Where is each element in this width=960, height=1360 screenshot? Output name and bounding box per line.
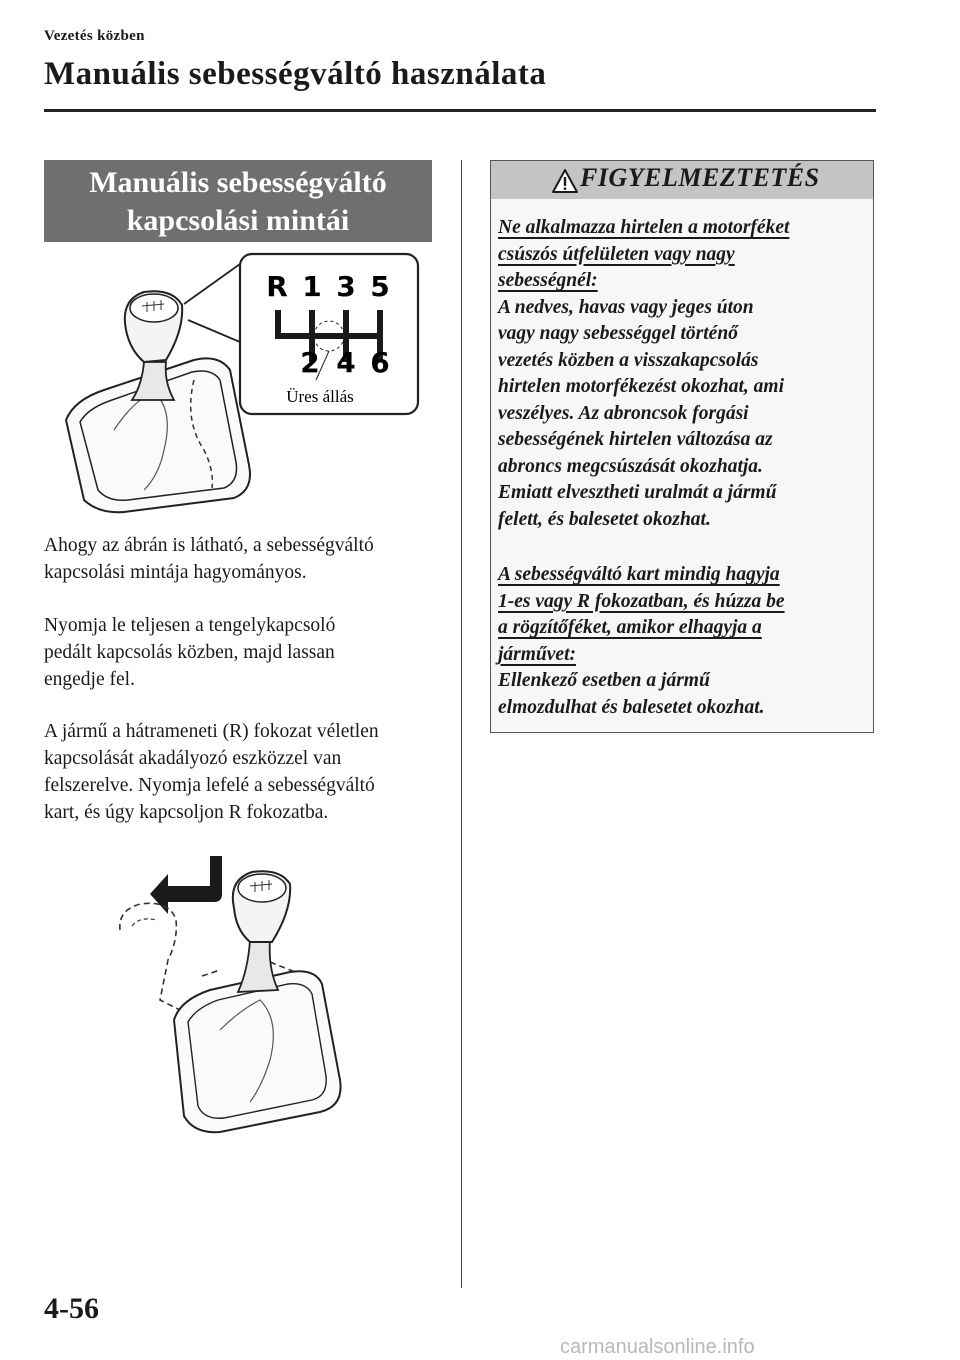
paragraph-3	[44, 718, 436, 826]
column-divider	[461, 160, 462, 1288]
warning-heading-line: A sebességváltó kart mindig hagyja	[498, 564, 780, 585]
paragraph-2-line: Nyomja le teljesen a tengelykapcsoló	[44, 615, 336, 636]
gear-label-R: R	[266, 270, 288, 303]
section-label: Vezetés közben	[44, 28, 145, 44]
shift-pattern-figure	[44, 250, 444, 520]
warning-block-1	[498, 215, 870, 533]
title-rule	[44, 109, 876, 112]
paragraph-3-line: felszerelve. Nyomja lefelé a sebességváltó	[44, 775, 375, 796]
banner-line-2: kapcsolási mintái	[126, 204, 350, 237]
warning-heading-line: sebességnél:	[498, 270, 598, 291]
page-title: Manuális sebességváltó használata	[44, 56, 547, 92]
watermark: carmanualsonline.info	[560, 1336, 755, 1358]
paragraph-1-line: kapcsolási mintája hagyományos.	[44, 562, 307, 583]
warning-heading-line: Ne alkalmazza hirtelen a motorféket	[498, 217, 790, 238]
banner-line-1: Manuális sebességváltó	[89, 166, 387, 199]
neutral-label: Üres állás	[286, 387, 354, 406]
paragraph-2	[44, 612, 436, 693]
warning-title: FIGYELMEZTETÉS	[580, 163, 820, 192]
warning-heading-line: csúszós útfelületen vagy nagy	[498, 243, 735, 265]
reverse-shift-figure	[110, 850, 350, 1140]
page-number: 4-56	[44, 1292, 99, 1325]
warning-heading-line: 1-es vagy R fokozatban, és húzza be	[498, 590, 785, 612]
paragraph-3-line: kart, és úgy kapcsoljon R fokozatba.	[44, 802, 329, 823]
paragraph-3-line: kapcsolását akadályozó eszközzel van	[44, 748, 342, 769]
warning-heading-line: a rögzítőféket, amikor elhagyja a	[498, 617, 762, 638]
warning-body-line: hirtelen motorfékezést okozhat, ami	[498, 376, 785, 397]
paragraph-1	[44, 532, 436, 586]
paragraph-3-line: A jármű a hátrameneti (R) fokozat véletlen	[44, 721, 379, 742]
warning-heading-line: járművet:	[498, 643, 576, 665]
paragraph-2-line: engedje fel.	[44, 669, 135, 690]
gear-label-4: 4	[336, 346, 356, 379]
paragraph-2-line: pedált kapcsolás közben, majd lassan	[44, 642, 335, 663]
warning-body-line: Ellenkező esetben a jármű	[498, 670, 710, 691]
warning-body-line: A nedves, havas vagy jeges úton	[498, 296, 754, 318]
warning-block-2	[498, 562, 870, 721]
warning-body-line: elmozdulhat és balesetet okozhat.	[498, 696, 765, 718]
warning-body-line: abroncs megcsúszását okozhatja.	[498, 455, 763, 477]
gear-label-1: 1	[302, 270, 322, 303]
warning-body-line: sebességének hirtelen változása az	[498, 429, 773, 450]
warning-triangle-icon	[551, 168, 579, 194]
gear-label-3: 3	[336, 270, 356, 303]
section-banner	[44, 160, 432, 242]
gear-label-6: 6	[370, 346, 390, 379]
warning-body-line: felett, és balesetet okozhat.	[498, 508, 711, 530]
gear-label-2: 2	[300, 346, 320, 379]
warning-body-line: veszélyes. Az abroncsok forgási	[498, 402, 749, 424]
gear-label-5: 5	[370, 270, 390, 303]
warning-body-line: Emiatt elvesztheti uralmát a jármű	[498, 482, 777, 503]
warning-body-line: vagy nagy sebességgel történő	[498, 323, 738, 344]
warning-body-line: vezetés közben a visszakapcsolás	[498, 349, 759, 371]
paragraph-1-line: Ahogy az ábrán is látható, a sebességváltó	[44, 535, 374, 556]
